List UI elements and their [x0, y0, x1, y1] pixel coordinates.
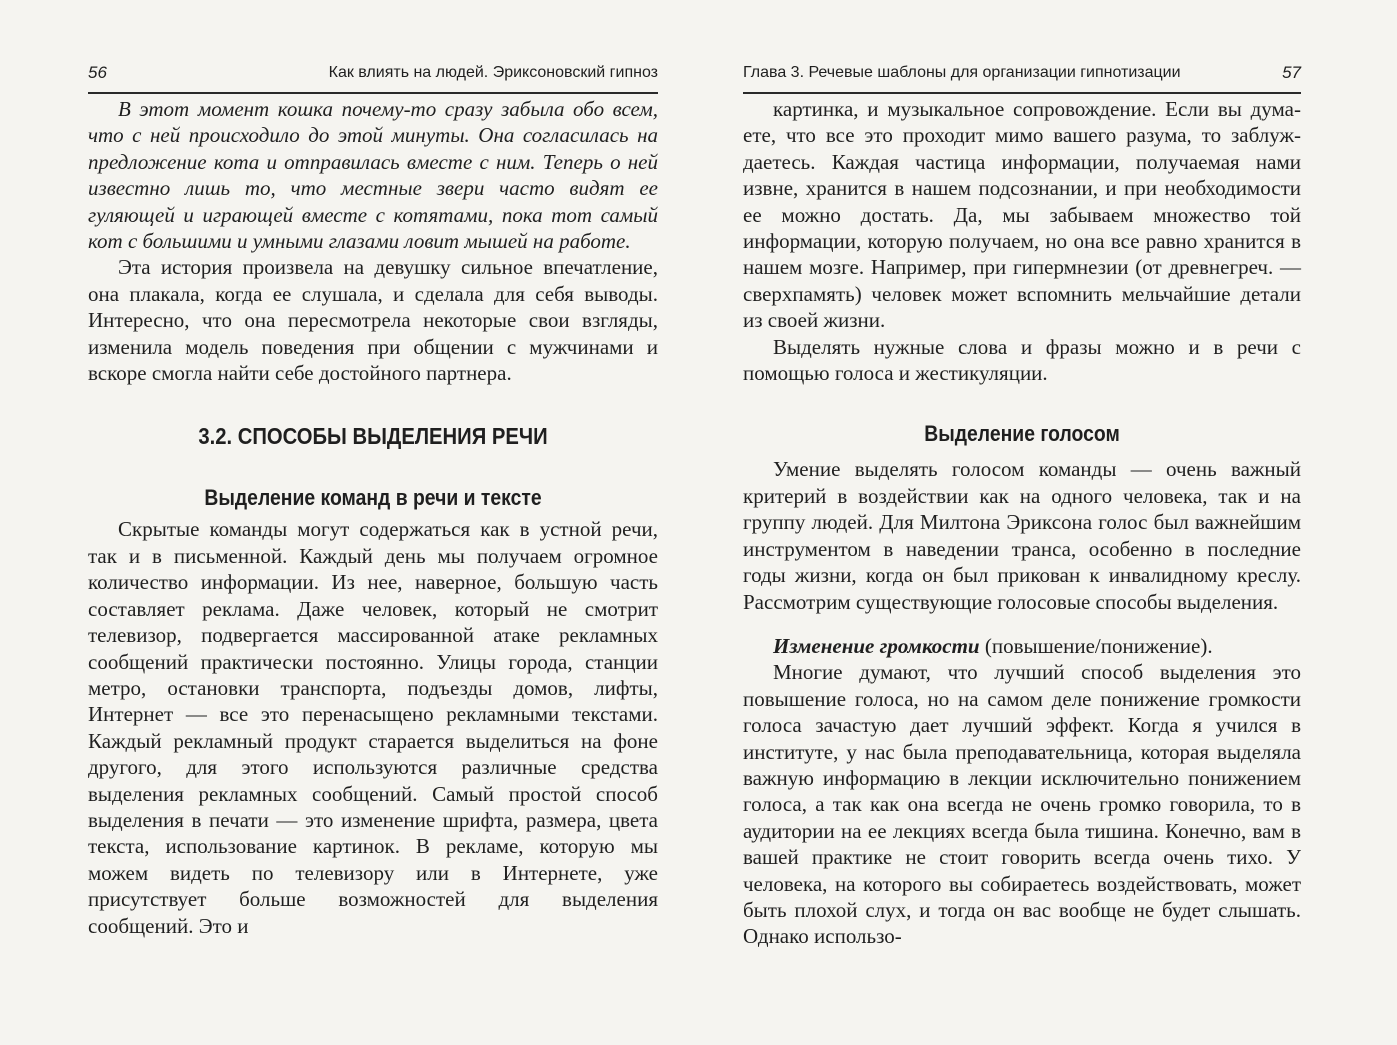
memory-paragraph: картинка, и музыкальное сопровождение. Если вы думаете, что все это проходит мимо вашего разума, то заблуждаетесь. Каждая частица информации, получаемая нами извне, хранится в нашем подсознании, и при необходимости ее можно достать. Да, мы забываем множество той информации, которую получаем, но она все равно хранится в нашем мозге. Например, при гипермнезии (от древнегреч. — сверхпамять) человек может вспомнить мельчайшие детали из своей жизни.: [743, 97, 1301, 333]
right-running-title: Глава 3. Речевые шаблоны для организации гипнотизации: [743, 64, 1181, 81]
volume-change-heading: [743, 633, 1301, 659]
voice-gesture-paragraph: Выделять нужные слова и фразы можно и в речи с помощью голоса и жестикуляции.: [743, 334, 1301, 386]
paragraph-gap: [743, 615, 1301, 633]
left-page-header: [88, 58, 658, 94]
subsection-title-voice: Выделение голосом: [924, 421, 1120, 447]
volume-change-paragraph: Многие думают, что лучший способ выделения это повышение голоса, но на самом деле понижение громкости голоса зачастую дает лучший эффект. Когда я учился в институте, у нас была преподавательница, которая выделяла важную информацию в лекции исключительно понижением голоса, а так как она всегда не очень громко говорила, то в аудитории на ее лекциях всегда была тишина. Конечно, вам в вашей практике не стоит говорить всегда очень тихо. У человека, на которого вы собираетесь воздействовать, может быть плохой слух, и тогда он вас вообще не будет слышать. Однако использо-: [743, 660, 1301, 949]
left-running-title: Как влиять на людей. Эриксоновский гипноз: [328, 64, 658, 81]
subsection-title-text-commands: Выделение команд в речи и тексте: [204, 485, 542, 511]
story-effect-paragraph: Эта история произвела на девушку сильное впечатление, она плакала, когда ее слушала, и сделала для себя выводы. Интересно, что она пересмотрела некоторые свои взгляды, изменила модель поведения при общении с мужчинами и вскоре смогла найти себе достойного партнера.: [88, 255, 658, 386]
left-page-body: [88, 96, 658, 939]
volume-change-note: (повышение/понижение).: [979, 633, 1213, 658]
right-page-header: [743, 58, 1301, 94]
story-ending-paragraph: В этот момент кошка почему-то сразу забыла обо всем, что с ней происходило до этой минуты. Она согласилась на предложение кота и отправилась вместе с ним. Теперь о ней известно лишь то, что местные звери часто видят ее гуляющей и играющей вместе с котятами, пока тот самый кот с большими и умными глазами ловит мышей на работе.: [88, 97, 658, 254]
section-title: 3.2. СПОСОБЫ ВЫДЕЛЕНИЯ РЕЧИ: [198, 423, 548, 450]
right-page-number: 57: [1282, 63, 1301, 82]
left-page-number: 56: [88, 63, 107, 82]
right-page-body: [743, 96, 1301, 950]
hidden-commands-paragraph: Скрытые команды могут содержаться как в устной речи, так и в письменной. Каждый день мы получаем огромное количество информации. Из нее, наверное, большую часть составляет реклама. Даже человек, который не смотрит телевизор, подвергается массированной атаке рекламных сообщений практически постоянно. Улицы города, станции метро, остановки транспорта, подъезды домов, лифты, Интернет — все это перенасыщено рекламными текстами. Каждый рекламный продукт старается выделиться на фоне другого, для этого используются различные средства выделения рекламных сообщений. Самый простой способ выделения в печати — это изменение шрифта, размера, цвета текста, использование картинок. В рекламе, которую мы можем видеть по телевизору или в Интернете, уже присутствует больше возможностей для выделения сообщений. Это и: [88, 517, 658, 938]
volume-change-lead-in: Изменение громкости: [773, 633, 980, 658]
voice-emphasis-paragraph: Умение выделять голосом команды — очень важный критерий в воздействии как на одного человека, так и на группу людей. Для Милтона Эриксона голос был важнейшим инструментом в наведении транса, особенно в последние годы жизни, когда он был прикован к инвалидному креслу. Рассмотрим существующие голосовые способы выделения.: [743, 457, 1301, 614]
right-page: [700, 0, 1397, 1045]
